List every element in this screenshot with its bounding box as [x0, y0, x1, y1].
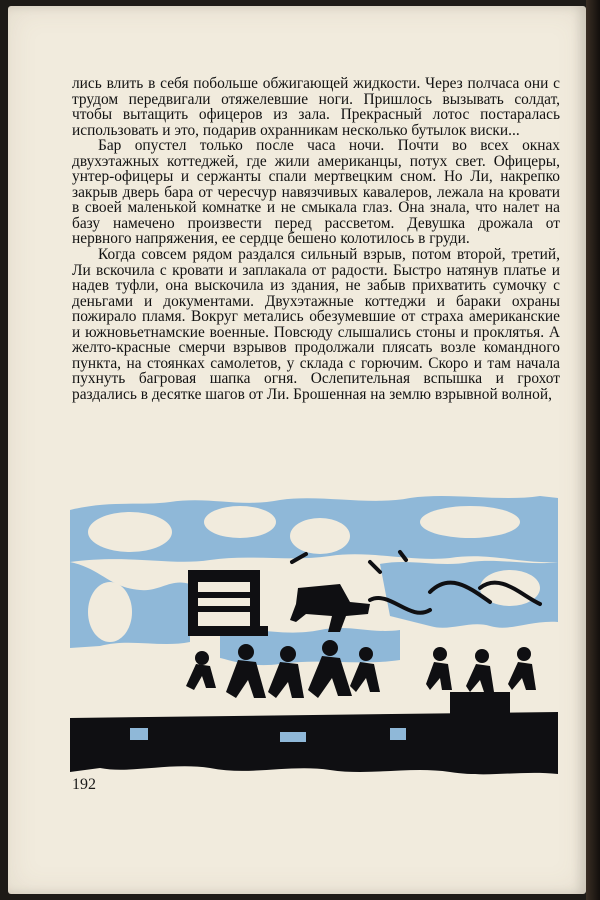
paragraph-2: Бар опустел только после часа ночи. Почти во всех окнах двухэтажных коттеджей, где жили американцы, потух свет. Офицеры, унтер-офицеры и сержанты спали мертвецким сном. Но Ли, накрепко закрыв дверь бара от чересчур навязчивых кавалеров, лежала на кровати в своей маленькой комнатке и не смыкала глаз. Она знала, что налет на базу намечено произвести перед рассветом. Девушка дрожала от нервного напряжения, ее сердце бешено колотилось в груди. — [72, 137, 560, 248]
aircraft — [290, 584, 370, 632]
body-text — [72, 76, 560, 402]
page-number: 192 — [72, 776, 96, 793]
paragraph-3: Когда совсем рядом раздался сильный взрыв, потом второй, третий, Ли вскочила с кровати и заплакала от радости. Быстро натянув платье и надев туфли, она выскочила из здания, не забыв прихватить сумочку с деньгами и документами. Двухэтажные коттеджи и бараки охраны пожирало пламя. Вокруг метались обезумевшие от страха американские и южновьетнамские военные. Повсюду слышались стоны и проклятья. А желто-красные смерчи взрывов продолжали плясать возле командного пункта, на стоянках самолетов, у склада с горючим. Скоро и там начала пухнуть багровая шапка огня. Ослепительная вспышка и грохот раздались в десятке шагов от Ли. Брошенная на землю взрывной волной, — [72, 246, 560, 403]
paragraph-1: лись влить в себя побольше обжигающей жидкости. Через полчаса они с трудом передвигали отяжелевшие ноги. Пришлось вызывать солдат, чтобы вытащить офицеров из зала. Прекрасный лотос постаралась использовать и это, подарив охранникам несколько бутылок виски... — [72, 75, 560, 139]
book-spine-edge — [586, 0, 600, 900]
burning-building — [188, 570, 268, 636]
illustration-air-raid-scene — [70, 492, 560, 792]
